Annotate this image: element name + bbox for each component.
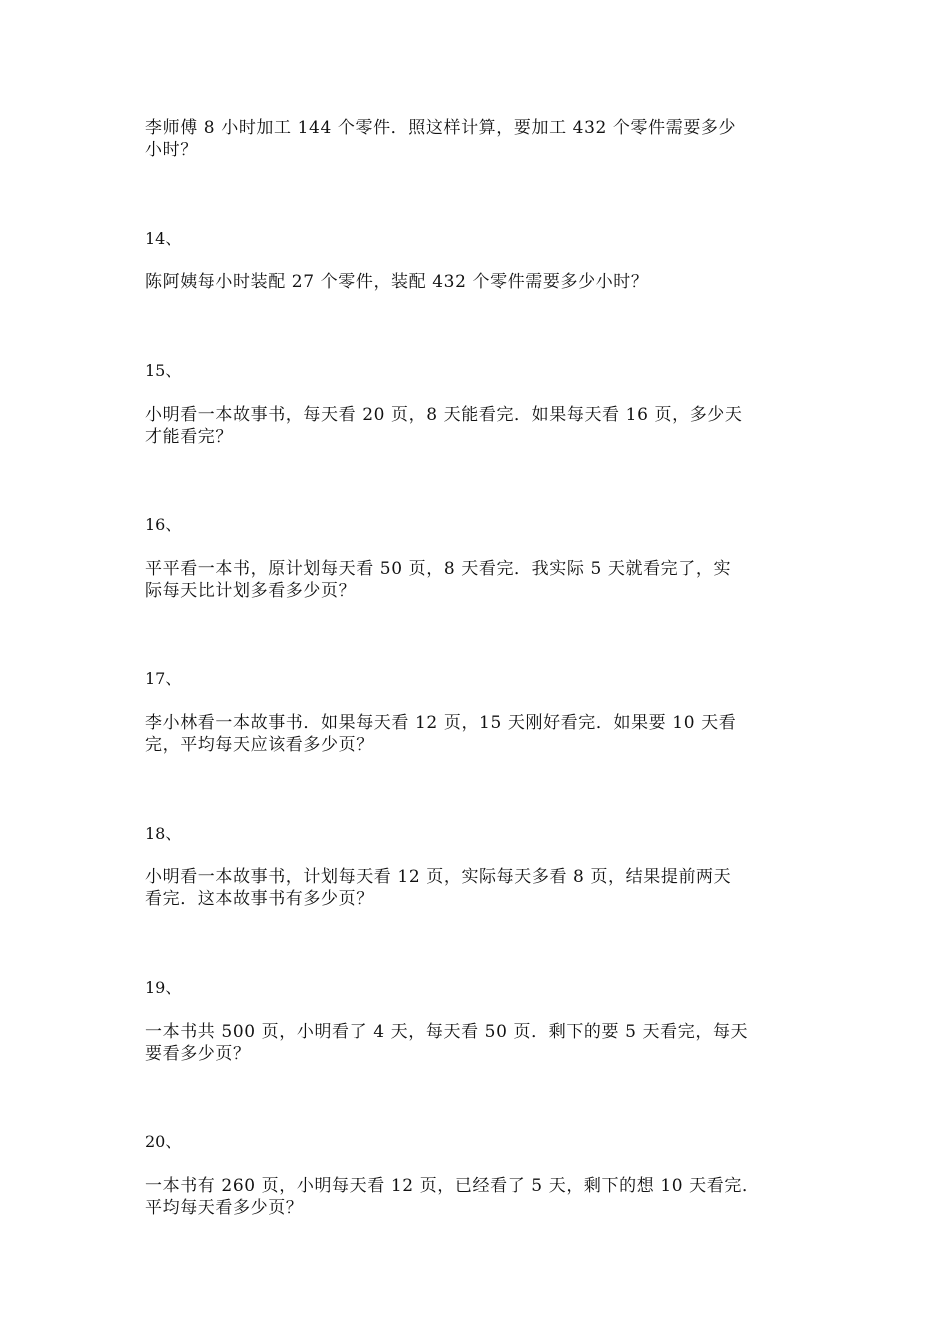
question-14-line-1: 陈阿姨每小时装配 27 个零件，装配 432 个零件需要多少小时？: [145, 272, 649, 292]
question-18-line-2: 看完．这本故事书有多少页？: [145, 889, 374, 909]
question-13-line-2: 小时？: [145, 140, 198, 160]
question-17-line-2: 完，平均每天应该看多少页？: [145, 735, 374, 755]
question-15-line-1: 小明看一本故事书，每天看 20 页，8 天能看完．如果每天看 16 页，多少天: [145, 405, 743, 425]
question-16-line-2: 际每天比计划多看多少页？: [145, 581, 357, 601]
question-20-line-1: 一本书有 260 页，小明每天看 12 页，已经看了 5 天，剩下的想 10 天看完．: [145, 1176, 760, 1196]
question-14-number: 14、: [145, 229, 182, 248]
question-18-line-1: 小明看一本故事书，计划每天看 12 页，实际每天多看 8 页，结果提前两天: [145, 867, 732, 887]
question-20-number: 20、: [145, 1132, 182, 1151]
question-20-line-2: 平均每天看多少页？: [145, 1198, 304, 1218]
question-19-line-1: 一本书共 500 页，小明看了 4 天，每天看 50 页．剩下的要 5 天看完，每天: [145, 1022, 749, 1042]
question-19-number: 19、: [145, 978, 182, 997]
question-19-line-2: 要看多少页？: [145, 1044, 251, 1064]
question-16-line-1: 平平看一本书，原计划每天看 50 页，8 天看完．我实际 5 天就看完了，实: [145, 559, 732, 579]
question-17-number: 17、: [145, 669, 182, 688]
question-15-line-2: 才能看完？: [145, 427, 233, 447]
question-17-line-1: 李小林看一本故事书．如果每天看 12 页，15 天刚好看完．如果要 10 天看: [145, 713, 737, 733]
question-18-number: 18、: [145, 824, 182, 843]
question-16-number: 16、: [145, 515, 182, 534]
question-15-number: 15、: [145, 361, 182, 380]
question-13-line-1: 李师傅 8 小时加工 144 个零件．照这样计算，要加工 432 个零件需要多少: [145, 118, 737, 138]
